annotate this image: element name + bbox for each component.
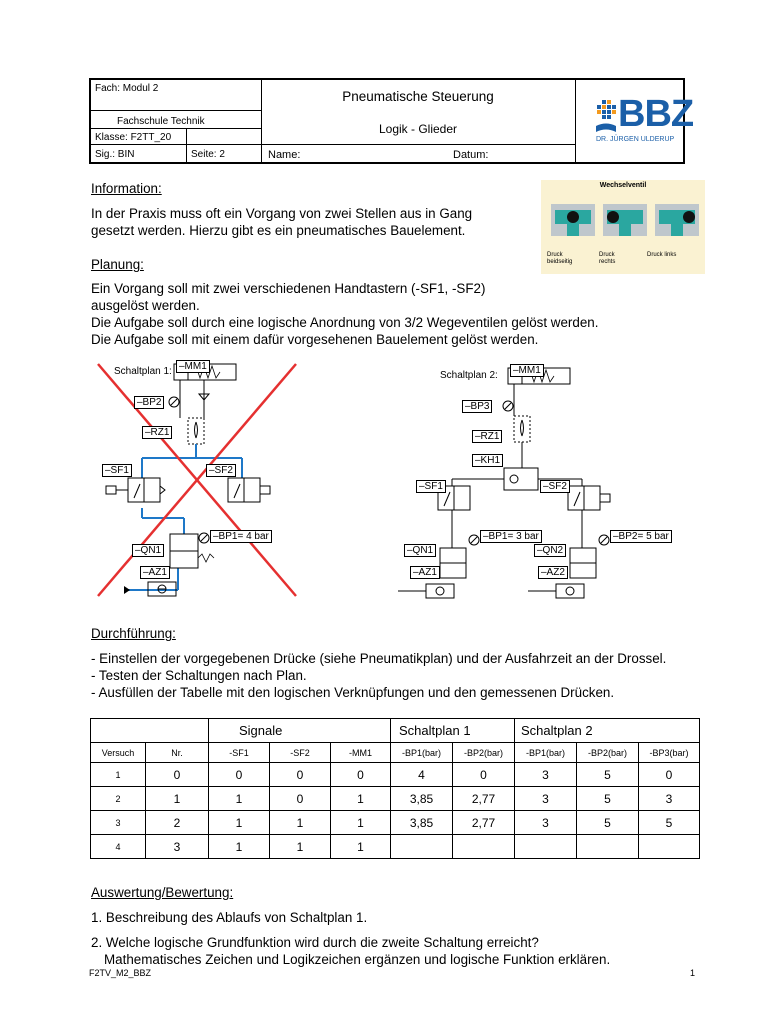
- shuttle-valve-title: Wechselventil: [599, 182, 647, 189]
- table-cell: 3: [515, 763, 577, 787]
- circuit-2-sf2-label: –SF2: [540, 480, 570, 493]
- table-group-plan1: Schaltplan 1: [391, 719, 515, 743]
- column-header: Nr.: [146, 743, 209, 763]
- table-cell: 1: [209, 811, 270, 835]
- logo-text: BBZ: [618, 93, 694, 135]
- circuit-2-az1-label: –AZ1: [410, 566, 440, 579]
- circuit-2-bp2-label: –BP2= 5 bar: [610, 530, 672, 543]
- table-cell: 1: [331, 787, 391, 811]
- document-title: Pneumatische Steuerung: [342, 89, 494, 104]
- name-field-label: Name:: [268, 149, 301, 161]
- table-cell: 5: [577, 811, 639, 835]
- procedure-line: - Einstellen der vorgegebenen Drücke (siehe Pneumatikplan) und der Ausfahrzeit an der Drossel.: [91, 651, 667, 666]
- circuit-2-kh1-label: –KH1: [472, 454, 503, 467]
- table-cell: 0: [209, 763, 270, 787]
- table-cell: 0: [331, 763, 391, 787]
- table-cell: 5: [577, 787, 639, 811]
- planning-line: Die Aufgabe soll mit einem dafür vorgesehenen Bauelement gelöst werden.: [91, 332, 539, 347]
- info-line: In der Praxis muss oft ein Vorgang von zwei Stellen aus in Gang: [91, 206, 473, 221]
- circuit-2-title: Schaltplan 2:: [440, 370, 498, 381]
- table-cell: 4: [391, 763, 453, 787]
- shuttle-valve-image: [541, 180, 705, 274]
- info-line: gesetzt werden. Hierzu gibt es ein pneumatisches Bauelement.: [91, 223, 466, 238]
- evaluation-line: Mathematisches Zeichen und Logikzeichen ergänzen und logische Funktion erklären.: [104, 952, 611, 967]
- footer-page-number: 1: [690, 968, 696, 978]
- column-header: -SF1: [209, 743, 270, 763]
- table-cell: [577, 835, 639, 859]
- bbz-logo: [594, 93, 694, 148]
- table-group-signals: Signale: [209, 719, 391, 743]
- class-label: Klasse: F2TT_20: [95, 132, 172, 143]
- table-cell: 5: [639, 811, 700, 835]
- date-field-label: Datum:: [453, 149, 489, 161]
- table-row: [91, 835, 700, 859]
- table-group-blank: [91, 719, 209, 743]
- table-cell: 1: [270, 811, 331, 835]
- column-header: Versuch: [91, 743, 146, 763]
- circuit-1-sf1-label: –SF1: [102, 464, 132, 477]
- table-header-row: [91, 743, 700, 763]
- table-cell: 1: [146, 787, 209, 811]
- evaluation-heading: Auswertung/Bewertung:: [91, 885, 234, 900]
- procedure-heading: Durchführung:: [91, 626, 176, 641]
- table-cell: 0: [146, 763, 209, 787]
- results-table: [90, 718, 700, 859]
- column-header: -SF2: [270, 743, 331, 763]
- circuit-1-bp1-label: –BP1= 4 bar: [210, 530, 272, 543]
- circuit-2-mm1-label: –MM1: [510, 364, 544, 377]
- table-cell: 2,77: [453, 811, 515, 835]
- column-header: -BP2(bar): [577, 743, 639, 763]
- table-cell: 2: [146, 811, 209, 835]
- table-cell: [391, 835, 453, 859]
- sig-label: Sig.: BIN: [95, 149, 135, 160]
- valve-caption: Druck rechts: [599, 252, 616, 265]
- circuit-1-title: Schaltplan 1:: [114, 366, 172, 377]
- planning-line: Ein Vorgang soll mit zwei verschiedenen Handtastern (-SF1, -SF2): [91, 281, 486, 296]
- table-cell: 0: [453, 763, 515, 787]
- table-cell: [639, 835, 700, 859]
- table-cell: 2,77: [453, 787, 515, 811]
- circuit-2-qn1-label: –QN1: [404, 544, 436, 557]
- table-cell: [515, 835, 577, 859]
- circuit-2-bp1-label: –BP1= 3 bar: [480, 530, 542, 543]
- table-cell: 3: [146, 835, 209, 859]
- table-cell: 1: [331, 811, 391, 835]
- planning-heading: Planung:: [91, 257, 144, 272]
- valve-caption: Druck links: [647, 252, 677, 258]
- footer-code: F2TV_M2_BBZ: [89, 968, 152, 978]
- circuit-1-bp2-label: –BP2: [134, 396, 164, 409]
- table-row: [91, 763, 700, 787]
- circuit-1-mm1-label: –MM1: [176, 360, 210, 373]
- header-box: [89, 78, 694, 164]
- evaluation-line: 1. Beschreibung des Ablaufs von Schaltplan 1.: [91, 910, 368, 925]
- procedure-line: - Ausfüllen der Tabelle mit den logischen Verknüpfungen und den gemessenen Drücken.: [91, 685, 615, 700]
- table-cell: 1: [209, 835, 270, 859]
- table-group-plan2: Schaltplan 2: [515, 719, 700, 743]
- table-cell: 3,85: [391, 787, 453, 811]
- circuit-1-az1-label: –AZ1: [140, 566, 170, 579]
- circuit-2-qn2-label: –QN2: [534, 544, 566, 557]
- planning-line: ausgelöst werden.: [91, 298, 200, 313]
- circuit-2-rz1-label: –RZ1: [472, 430, 502, 443]
- column-header: -MM1: [331, 743, 391, 763]
- shuttle-valve-drawing: [549, 196, 701, 248]
- fach-label: Fach: Modul 2: [95, 83, 159, 94]
- table-cell: 1: [91, 763, 146, 787]
- table-cell: 3: [515, 811, 577, 835]
- table-cell: [453, 835, 515, 859]
- table-cell: 4: [91, 835, 146, 859]
- circuit-1-rz1-label: –RZ1: [142, 426, 172, 439]
- circuit-2-bp3-label: –BP3: [462, 400, 492, 413]
- circuit-1-qn1-label: –QN1: [132, 544, 164, 557]
- column-header: -BP1(bar): [515, 743, 577, 763]
- column-header: -BP2(bar): [453, 743, 515, 763]
- school-label: Fachschule Technik: [117, 116, 205, 127]
- logo-subtitle: DR. JÜRGEN ULDERUP: [596, 136, 675, 143]
- table-cell: 3: [639, 787, 700, 811]
- procedure-line: - Testen der Schaltungen nach Plan.: [91, 668, 307, 683]
- table-cell: 2: [91, 787, 146, 811]
- table-row: [91, 787, 700, 811]
- evaluation-line: 2. Welche logische Grundfunktion wird durch die zweite Schaltung erreicht?: [91, 935, 539, 950]
- table-cell: 0: [270, 763, 331, 787]
- valve-caption: Druck beidseitig: [547, 252, 573, 265]
- table-cell: 3: [515, 787, 577, 811]
- circuit-2-sf1-label: –SF1: [416, 480, 446, 493]
- table-row: [91, 811, 700, 835]
- page-number-label: Seite: 2: [191, 149, 225, 160]
- circuit-1-sf2-label: –SF2: [206, 464, 236, 477]
- table-cell: 1: [331, 835, 391, 859]
- document-subtitle: Logik - Glieder: [378, 122, 458, 136]
- table-cell: 0: [639, 763, 700, 787]
- column-header: -BP1(bar): [391, 743, 453, 763]
- table-cell: 3,85: [391, 811, 453, 835]
- circuit-diagram-1: [92, 358, 302, 604]
- circuit-diagram-2: [392, 362, 674, 608]
- circuit-2-az2-label: –AZ2: [538, 566, 568, 579]
- table-cell: 0: [270, 787, 331, 811]
- table-cell: 3: [91, 811, 146, 835]
- table-cell: 1: [209, 787, 270, 811]
- info-heading: Information:: [91, 181, 162, 196]
- table-cell: 1: [270, 835, 331, 859]
- planning-line: Die Aufgabe soll durch eine logische Anordnung von 3/2 Wegeventilen gelöst werden.: [91, 315, 599, 330]
- table-cell: 5: [577, 763, 639, 787]
- column-header: -BP3(bar): [639, 743, 700, 763]
